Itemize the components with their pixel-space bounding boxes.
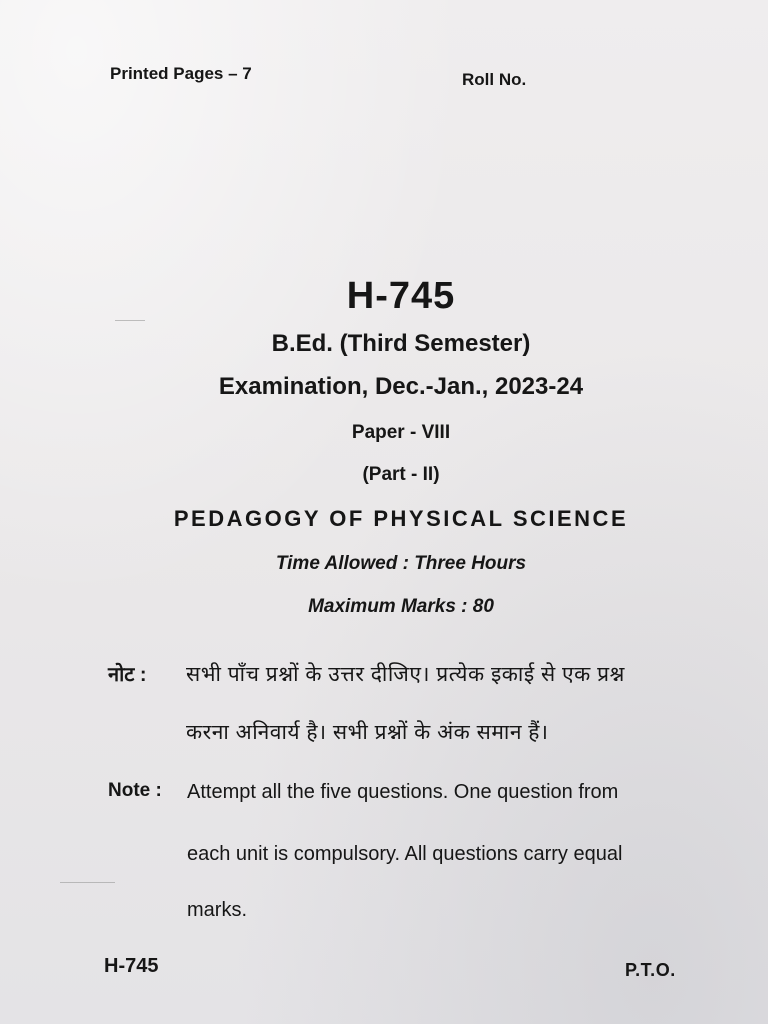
maximum-marks: Maximum Marks : 80	[308, 596, 494, 617]
subject-title: PEDAGOGY OF PHYSICAL SCIENCE	[173, 506, 629, 531]
course-name: B.Ed. (Third Semester)	[271, 330, 531, 357]
paper-number: Paper - VIII	[351, 422, 451, 443]
english-note-line: Attempt all the five questions. One question from	[187, 781, 619, 803]
english-note-line: each unit is compulsory. All questions carry equal	[187, 843, 623, 865]
paper-code-title: H-745	[346, 275, 456, 317]
hindi-note-line: करना अनिवार्य है। सभी प्रश्नों के अंक समान हैं।	[186, 721, 549, 744]
time-allowed: Time Allowed : Three Hours	[275, 553, 527, 574]
footer-paper-code: H-745	[104, 955, 159, 977]
english-note-label: Note :	[108, 780, 162, 801]
scan-mark	[115, 320, 145, 321]
roll-number-label: Roll No.	[462, 70, 527, 89]
printed-pages-label: Printed Pages – 7	[110, 64, 252, 83]
exam-session: Examination, Dec.-Jan., 2023-24	[218, 373, 584, 400]
english-note-line: marks.	[187, 899, 247, 921]
please-turn-over: P.T.O.	[625, 960, 676, 980]
hindi-note-line: सभी पाँच प्रश्नों के उत्तर दीजिए। प्रत्येक इकाई से एक प्रश्न	[186, 663, 625, 686]
paper-part: (Part - II)	[362, 464, 440, 485]
hindi-note-label: नोट :	[108, 664, 147, 686]
scan-mark	[60, 882, 115, 883]
